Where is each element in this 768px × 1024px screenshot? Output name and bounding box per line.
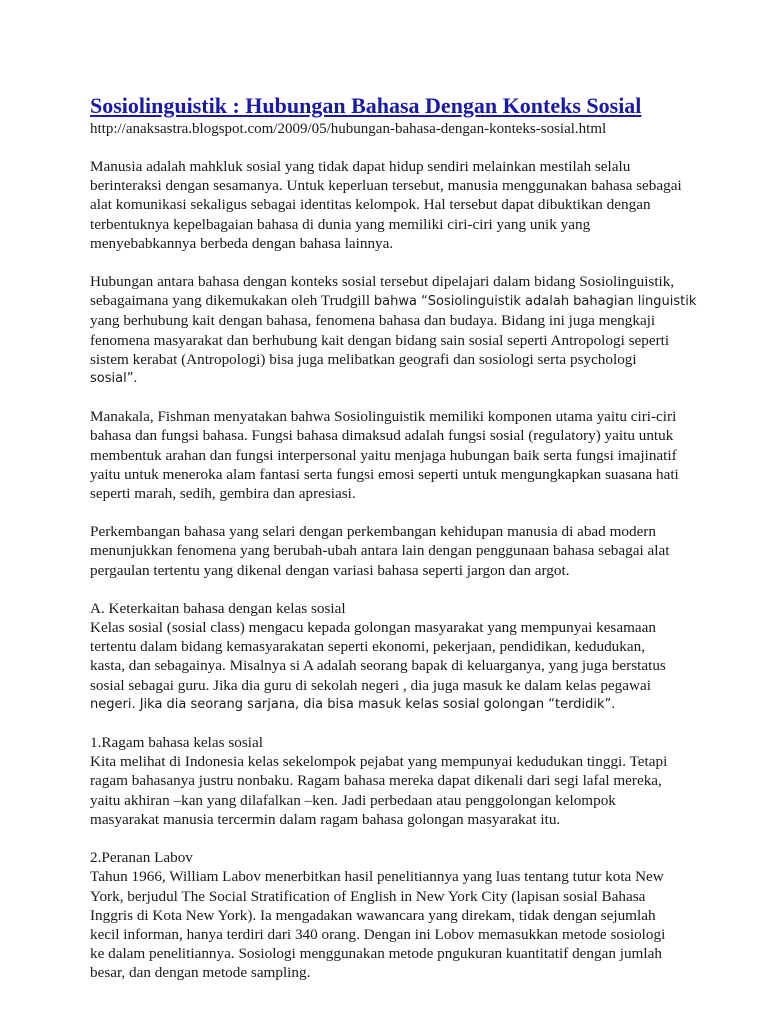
text-line: ke dalam penelitiannya. Sosiologi menggunakan metode pngukuran kuantitatif dengan jumlah: [90, 945, 662, 963]
text-line: Tahun 1966, William Labov menerbitkan hasil penelitiannya yang luas tentang tutur kota New: [90, 868, 664, 886]
text-line: York, berjudul The Social Stratification of English in New York City (lapisan sosial Bahasa: [90, 887, 646, 905]
paragraph-perkembangan: [90, 522, 680, 580]
text-line: Inggris di Kota New York). Ia mengadakan wawancara yang direkam, tidak dengan sejumlah: [90, 906, 656, 924]
section-heading: A. Keterkaitan bahasa dengan kelas sosial: [90, 599, 346, 617]
section-heading: 2.Peranan Labov: [90, 849, 193, 867]
section-kelas-sosial: [90, 599, 680, 714]
text-line: pergaulan tertentu yang dikenal dengan variasi bahasa seperti jargon dan argot.: [90, 561, 570, 579]
text-line: terbentuknya kepelbagaian bahasa di dunia yang memiliki ciri-ciri yang unik yang: [90, 215, 591, 233]
text-line: Manakala, Fishman menyatakan bahwa Sosiolinguistik memiliki komponen utama yaitu ciri-ciri: [90, 408, 677, 426]
paragraph-fishman: [90, 407, 680, 503]
text-line: Kelas sosial (sosial class) mengacu kepada golongan masyarakat yang mempunyai kesamaan: [90, 619, 656, 637]
text-line: yaitu akhiran –kan yang dilafalkan –ken. Jadi perbedaan atau penggolongan kelompok: [90, 791, 616, 809]
section-heading: 1.Ragam bahasa kelas sosial: [90, 734, 263, 752]
section-ragam-bahasa: [90, 733, 680, 829]
text-line: negeri. Jika dia seorang sarjana, dia bisa masuk kelas sosial golongan “terdidik”.: [90, 696, 616, 712]
paragraph-intro: [90, 157, 680, 253]
source-url: http://anaksastra.blogspot.com/2009/05/hubungan-bahasa-dengan-konteks-sosial.html: [90, 121, 607, 137]
text-line: kasta, dan sebagainya. Misalnya si A adalah seorang bapak di keluarganya, yang juga berstatus: [90, 657, 666, 675]
text-line: kecil informan, hanya terdiri dari 340 orang. Dengan ini Lobov memasukkan metode sosiologi: [90, 925, 666, 943]
text-line: fenomena masyarakat dan berhubung kait dengan bidang sain sosial seperti Antropologi seperti: [90, 331, 670, 349]
text-line: menunjukkan fenomena yang berubah-ubah antara lain dengan penggunaan bahasa sebagai alat: [90, 542, 670, 560]
text-line: Manusia adalah mahkluk sosial yang tidak dapat hidup sendiri melainkan mestilah selalu: [90, 158, 631, 175]
text-line: besar, dan dengan metode sampling.: [90, 964, 311, 982]
text-line: Hubungan antara bahasa dengan konteks sosial tersebut dipelajari dalam bidang Sosiolinguistik,: [90, 273, 675, 291]
text-line: menyebabkannya berbeda dengan bahasa lainnya.: [90, 234, 394, 252]
text-line: membentuk arahan dan fungsi interpersonal yaitu menjaga hubungan baik serta fungsi imajinatif: [90, 446, 677, 464]
text-line: sistem kerabat (Antropologi) bisa juga melibatkan geografi dan sosiologi serta psychologi: [90, 350, 637, 368]
text-line: alat komunikasi sekaligus sebagai identitas kelompok. Hal tersebut dapat dibuktikan dengan: [90, 196, 651, 214]
text-line: sosial”.: [90, 371, 138, 387]
text-line: sosial sebagai guru. Jika dia guru di sekolah negeri , dia juga masuk ke dalam kelas pegawai: [90, 676, 651, 694]
text-segment: sebagaimana yang dikemukakan oleh Trudgill: [90, 292, 374, 310]
text-line: seperti marah, sedih, gembira dan apresiasi.: [90, 485, 356, 503]
text-line: masyarakat manusia tercermin dalam ragam bahasa golongan masyarakat itu.: [90, 810, 561, 828]
section-peranan-labov: [90, 848, 680, 982]
text-line: berinteraksi dengan sesamanya. Untuk keperluan tersebut, manusia menggunakan bahasa sebagai: [90, 177, 682, 195]
document-title-link[interactable]: Sosiolinguistik : Hubungan Bahasa Dengan Konteks Sosial: [90, 93, 642, 118]
text-line: ragam bahasanya justru nonbaku. Ragam bahasa mereka dapat dikenali dari segi lafal mereka,: [90, 772, 662, 790]
text-line: yang berhubung kait dengan bahasa, fenomena bahasa dan budaya. Bidang ini juga mengkaji: [90, 312, 656, 330]
text-line: bahasa dan fungsi bahasa. Fungsi bahasa dimaksud adalah fungsi sosial (regulatory) yaitu untuk: [90, 427, 674, 445]
quote-segment: bahwa “Sosiolinguistik adalah bahagian linguistik: [373, 294, 697, 310]
document-page: [90, 92, 697, 1002]
paragraph-trudgill: [90, 272, 697, 388]
text-line: yaitu untuk meneroka alam fantasi serta fungsi emosi seperti untuk mengungkapkan suasana hati: [90, 465, 679, 483]
text-line: Kita melihat di Indonesia kelas sekelompok pejabat yang mempunyai kedudukan tinggi. Tetapi: [90, 753, 668, 771]
text-line: tertentu dalam bidang kemasyarakatan seperti ekonomi, pekerjaan, pendidikan, kedudukan,: [90, 638, 645, 656]
text-line: Perkembangan bahasa yang selari dengan perkembangan kehidupan manusia di abad modern: [90, 523, 656, 541]
text-line: [90, 291, 697, 311]
